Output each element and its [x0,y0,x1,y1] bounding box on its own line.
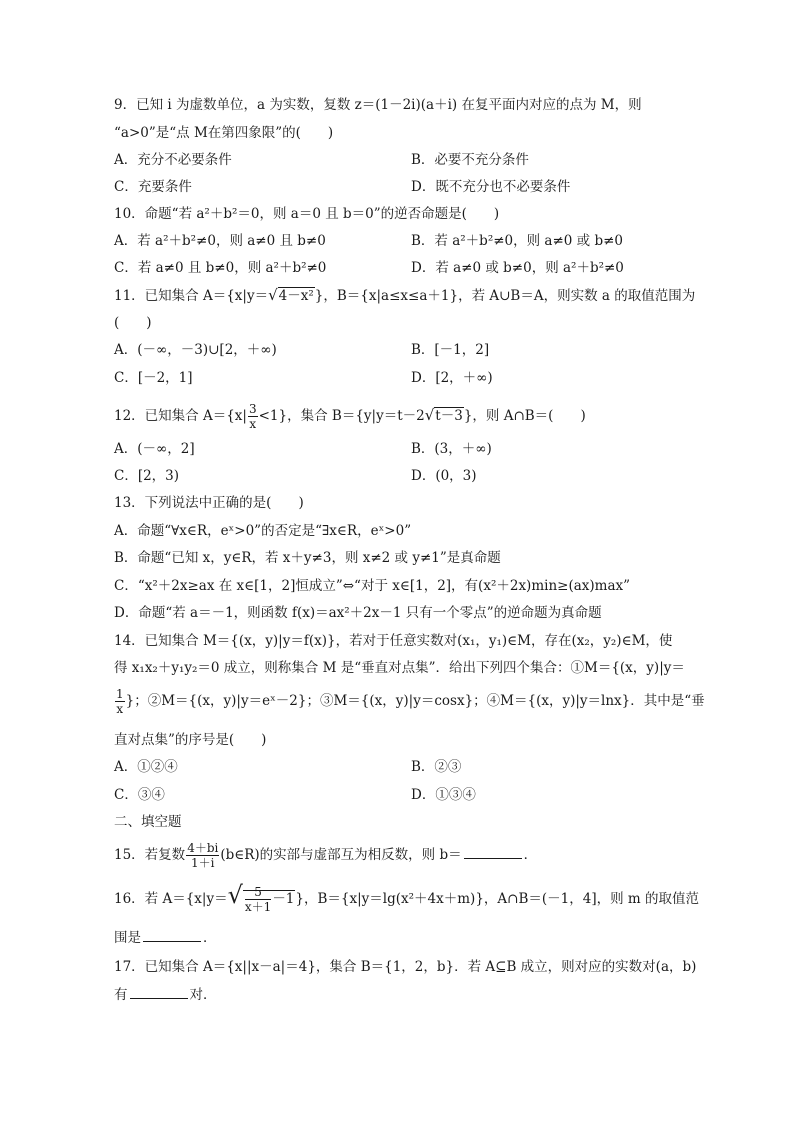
sqrt-sign: √ [227,881,243,909]
q16-rad-tail: －1 [272,891,295,907]
q17-stem-end: 对． [189,987,217,1003]
q13-option-d: D．命题“若 a＝－1，则函数 f(x)＝ax²＋2x－1 只有一个零点”的逆命题为真命题 [114,605,602,621]
q16-frac-num: 5 [245,886,271,900]
q14-option-c: C．③④ [114,787,165,803]
q15-frac-den: 1＋i [191,856,215,870]
q10-stem: 10．命题“若 a²＋b²＝0，则 a＝0 且 b＝0”的逆否命题是( ) [114,206,500,222]
q12-fraction [248,403,258,430]
q9-option-d: D．既不充分也不必要条件 [411,179,571,195]
q11-option-c: C．[－2，1] [114,370,193,386]
q12-frac-num: 3 [248,402,257,416]
q16-stem-pre: 16．若 A＝{x|y＝ [114,891,228,907]
q15-fraction [186,842,219,869]
q13-option-b: B．命题“已知 x，y∈R，若 x＋y≠3，则 x≠2 或 y≠1”是真命题 [114,550,501,566]
q12-frac-den: x [249,417,257,431]
answer-blank [130,986,188,999]
q13-option-a: A．命题“∀x∈R，eˣ>0”的否定是“∃x∈R，eˣ>0” [114,523,412,539]
q17-stem-line2-text: 有 [114,987,128,1003]
q11-option-d: D．[2，＋∞) [411,370,493,386]
q10-option-b: B．若 a²＋b²≠0，则 a≠0 或 b≠0 [411,233,623,249]
q15-stem-end: ． [523,847,538,863]
q14-fraction [115,688,125,715]
q16-radicand [243,885,296,914]
q10-option-d: D．若 a≠0 或 b≠0，则 a²＋b²≠0 [411,260,624,276]
q14-stem-line4: 直对点集”的序号是( ) [114,732,267,748]
sqrt-sign: √ [424,406,435,424]
q16-stem-post: }，B＝{x|y＝lg(x²＋4x＋m)}，A∩B＝(－1，4]，则 m 的取值范 [295,891,699,907]
q14-stem-line1: 14．已知集合 M＝{(x，y)|y＝f(x)}，若对于任意实数对(x₁，y₁)∈M，存在(x₂，y₂)∈M，使 [114,633,673,649]
q16-stem-line1 [114,881,699,914]
q14-stem-line3-text: }；②M＝{(x，y)|y＝eˣ－2}；③M＝{(x，y)|y＝cosx}；④M＝{(x，y)|y＝lnx}．其中是“垂 [125,693,705,709]
sqrt-sign: √ [268,286,278,304]
section-heading: 二、填空题 [114,814,182,830]
q14-frac-den: x [116,702,124,716]
q15-stem [114,842,537,869]
q13-stem: 13．下列说法中正确的是( ) [114,495,304,511]
q12-stem-mid: <1}，集合 B＝{y|y＝t－2 [258,408,425,424]
q17-stem-line1: 17．已知集合 A＝{x||x－a|＝4}，集合 B＝{1，2，b}．若 A⊆B 成立，则对应的实数对(a，b) [114,959,697,975]
q12-option-d: D．(0，3) [411,468,477,484]
q15-stem-pre: 15．若复数 [114,847,186,863]
q16-stem-end: ． [203,930,217,946]
answer-blank [464,846,522,859]
q9-option-a: A．充分不必要条件 [114,152,232,168]
q11-option-a: A．(－∞，－3)∪[2，＋∞) [114,342,277,358]
q17-stem-line2 [114,986,217,1004]
q12-stem-pre: 12．已知集合 A＝{x| [114,408,247,424]
q12-stem-post: }，则 A∩B＝( ) [463,408,586,424]
q11-radicand: 4－x² [278,288,314,304]
q12-option-a: A．(－∞，2] [114,441,195,457]
q14-option-d: D．①③④ [411,787,476,803]
q14-option-a: A．①②④ [114,759,178,775]
q16-frac-den: x＋1 [244,900,272,914]
q11-stem-pre: 11．已知集合 A＝{x|y＝ [114,288,269,304]
q14-frac-num: 1 [116,687,124,701]
q9-option-c: C．充要条件 [114,179,192,195]
q15-stem-post: (b∈R)的实部与虚部互为相反数，则 b＝ [220,847,462,863]
q14-stem-line2: 得 x₁x₂＋y₁y₂＝0 成立，则称集合 M 是“垂直对点集”．给出下列四个集合：①M＝{(x，y)|y＝ [114,660,685,676]
q11-stem-post: }，B＝{x|a≤x≤a＋1}，若 A∪B＝A，则实数 a 的取值范围为 [314,288,696,304]
q11-stem-line2: ( ) [114,315,152,331]
q16-fraction [245,886,271,913]
q10-option-a: A．若 a²＋b²≠0，则 a≠0 且 b≠0 [114,233,326,249]
q9-option-b: B．必要不充分条件 [411,152,529,168]
q10-option-c: C．若 a≠0 且 b≠0，则 a²＋b²≠0 [114,260,327,276]
q14-option-b: B．②③ [411,759,462,775]
q12-radicand: t－3 [435,408,463,424]
q12-stem [114,403,586,430]
q12-option-b: B．(3，＋∞) [411,441,492,457]
q13-option-c: C．“x²＋2x≥ax 在 x∈[1，2]恒成立”⇔“对于 x∈[1，2]，有(x²＋2x)min≥(ax)max” [114,578,631,594]
q9-stem-line2: “a>0”是“点 M在第四象限”的( ) [114,125,334,141]
q14-stem-line3 [114,688,705,715]
q11-stem-line1 [114,286,695,305]
q16-stem-line2 [114,929,217,947]
q15-frac-num: 4＋bi [187,841,219,855]
q12-option-c: C．[2，3) [114,468,180,484]
answer-blank [143,929,201,942]
q16-stem-line2-text: 围是 [114,930,141,946]
q9-stem-line1: 9．已知 i 为虚数单位，a 为实数，复数 z＝(1－2i)(a＋i) 在复平面内对应的点为 M，则 [114,97,642,113]
q11-option-b: B．[－1，2] [411,342,490,358]
